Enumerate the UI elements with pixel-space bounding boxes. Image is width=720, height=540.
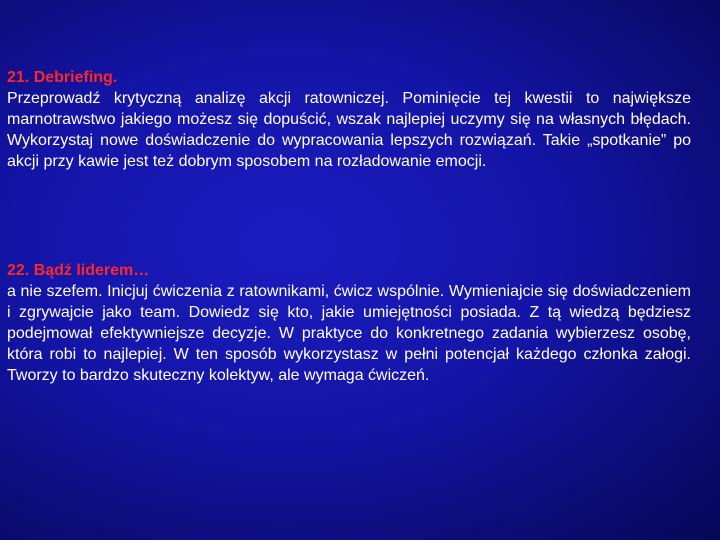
section-heading: 22. Bądź liderem…	[7, 262, 150, 279]
section-body: a nie szefem. Inicjuj ćwiczenia z ratownikami, ćwicz wspólnie. Wymieniajcie się doświadczeniem i zgrywajcie jako team. Dowiedz się kto, jakie umiejętności posiada. Z tą wiedzą będziesz podejmował efektywniejsze decyzje. W praktyce do konkretnego zadania wybierzesz osobę, która robi to najlepiej. W ten sposób wykorzystasz w pełni potencjał każdego członka załogi. Tworzy to bardzo skuteczny kolektyw, ale wymaga ćwiczeń.	[7, 283, 691, 384]
section-debriefing	[7, 67, 691, 172]
section-body: Przeprowadź krytyczną analizę akcji ratowniczej. Pominięcie tej kwestii to największe marnotrawstwo jakiego możesz się dopuścić, wszak najlepiej uczymy się na własnych błędach. Wykorzystaj nowe doświadczenie do wypracowania lepszych rozwiązań. Takie „spotkanie” po akcji przy kawie jest też dobrym sposobem na rozładowanie emocji.	[7, 90, 691, 170]
section-heading: 21. Debriefing.	[7, 69, 118, 86]
section-leader	[7, 260, 691, 386]
